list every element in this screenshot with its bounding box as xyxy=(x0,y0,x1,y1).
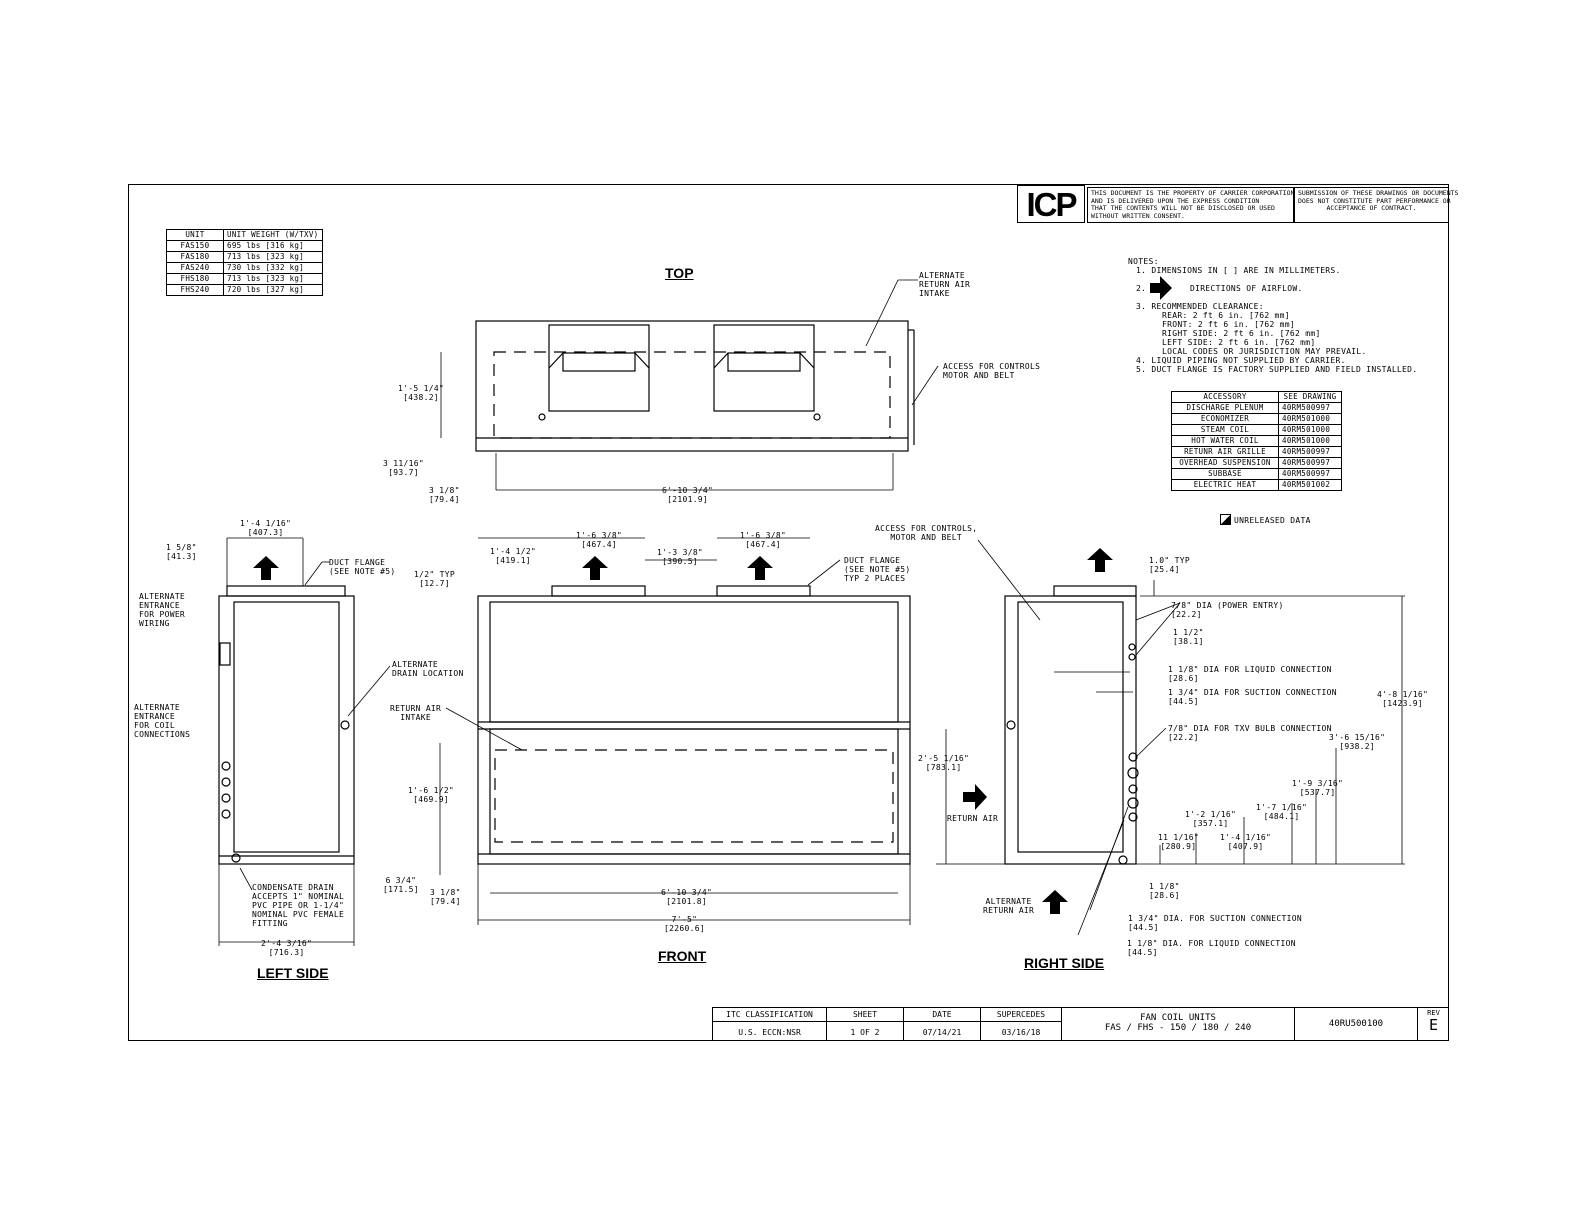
table-cell: 40RM500997 xyxy=(1279,403,1342,414)
title-block-date xyxy=(903,1007,980,1041)
label-liquid-connection-2: 1 1/8" DIA. FOR LIQUID CONNECTION [44.5] xyxy=(1127,939,1296,957)
sheet-value: 1 OF 2 xyxy=(850,1028,880,1037)
table-header-row xyxy=(167,230,323,241)
title-block-supercedes xyxy=(980,1007,1061,1041)
title-block-itc xyxy=(712,1007,826,1041)
dim-front-5: 1/2" TYP [12.7] xyxy=(414,570,455,588)
view-title-left-side: LEFT SIDE xyxy=(257,965,329,981)
table-header: SEE DRAWING xyxy=(1279,392,1342,403)
table-cell: 40RM500997 xyxy=(1279,469,1342,480)
table-cell: 40RM501000 xyxy=(1279,414,1342,425)
table-cell: FAS240 xyxy=(167,263,224,274)
table-row xyxy=(167,263,323,274)
label-suction-connection-2: 1 3/4" DIA. FOR SUCTION CONNECTION [44.5] xyxy=(1128,914,1302,932)
rev-value: E xyxy=(1428,1016,1439,1034)
dim-right-10: 1'-4 1/16" [407.9] xyxy=(1220,833,1272,851)
submission-notice: SUBMISSION OF THESE DRAWINGS OR DOCUMENTS DOES NOT CONSTITUTE PART PERFORMANCE OR ACCEPTANCE OF CONTRACT. xyxy=(1294,187,1449,223)
property-notice: THIS DOCUMENT IS THE PROPERTY OF CARRIER CORPORATION AND IS DELIVERED UPON THE EXPRESS CONDITION THAT THE CONTENTS WILL NOT BE DISCLOSED OR USED WITHOUT WRITTEN CONSENT. xyxy=(1087,187,1294,223)
dim-right-5: 2'-5 1/16" [783.1] xyxy=(918,754,970,772)
dim-top-3: 3 1/8" [79.4] xyxy=(429,486,460,504)
drawing-number: 40RU500100 xyxy=(1294,1007,1417,1041)
accessory-table xyxy=(1171,391,1342,491)
table-cell: RETUNR AIR GRILLE xyxy=(1172,447,1279,458)
dim-front-9: 6'-10 3/4" [2101.8] xyxy=(661,888,713,906)
note-2: DIRECTIONS OF AIRFLOW. xyxy=(1190,284,1303,293)
table-cell: ECONOMIZER xyxy=(1172,414,1279,425)
table-row xyxy=(167,252,323,263)
table-cell: 713 lbs [323 kg] xyxy=(224,252,323,263)
date-label: DATE xyxy=(932,1010,952,1019)
label-alternate-return-intake: ALTERNATE RETURN AIR INTAKE xyxy=(919,271,971,298)
table-row xyxy=(1172,480,1342,491)
dim-front-7: 6 3/4" [171.5] xyxy=(383,876,419,894)
label-access-controls: ACCESS FOR CONTROLS MOTOR AND BELT xyxy=(943,362,1041,380)
table-cell: 40RM501000 xyxy=(1279,436,1342,447)
table-cell: 40RM501002 xyxy=(1279,480,1342,491)
table-cell: 730 lbs [332 kg] xyxy=(224,263,323,274)
table-cell: 713 lbs [323 kg] xyxy=(224,274,323,285)
note-3-rear: REAR: 2 ft 6 in. [762 mm] xyxy=(1162,311,1290,320)
label-right-return-air: RETURN AIR xyxy=(947,814,999,823)
title-block-rev xyxy=(1417,1007,1449,1041)
view-title-top: TOP xyxy=(665,265,694,281)
dim-front-2: 1'-6 3/8" [467.4] xyxy=(576,531,623,549)
table-cell: 40RM500997 xyxy=(1279,458,1342,469)
table-header: UNIT WEIGHT (W/TXV) xyxy=(224,230,323,241)
label-alt-power-entrance: ALTERNATE ENTRANCE FOR POWER WIRING xyxy=(139,592,186,628)
dim-right-11: 1 1/8" [28.6] xyxy=(1149,882,1180,900)
table-cell: FHS240 xyxy=(167,285,224,296)
dim-front-6: 1'-6 1/2" [469.9] xyxy=(408,786,455,804)
table-cell: STEAM COIL xyxy=(1172,425,1279,436)
label-right-access: ACCESS FOR CONTROLS, MOTOR AND BELT xyxy=(875,524,978,542)
label-suction-connection: 1 3/4" DIA FOR SUCTION CONNECTION [44.5] xyxy=(1168,688,1337,706)
table-row xyxy=(1172,414,1342,425)
notes-heading: NOTES: xyxy=(1128,257,1159,266)
table-row xyxy=(167,285,323,296)
dim-right-4: 3'-6 15/16" [938.2] xyxy=(1329,733,1386,751)
dim-right-3: 4'-8 1/16" [1423.9] xyxy=(1377,690,1429,708)
dim-left-1: 1'-4 1/16" [407.3] xyxy=(240,519,292,537)
table-row xyxy=(1172,469,1342,480)
dim-right-1: 1.0" TYP [25.4] xyxy=(1149,556,1190,574)
table-header: UNIT xyxy=(167,230,224,241)
table-cell: FAS180 xyxy=(167,252,224,263)
table-row xyxy=(1172,425,1342,436)
table-row xyxy=(1172,436,1342,447)
drawing-title: FAN COIL UNITS FAS / FHS - 150 / 180 / 240 xyxy=(1061,1007,1294,1041)
dim-front-4: 1'-6 3/8" [467.4] xyxy=(740,531,787,549)
sheet-label: SHEET xyxy=(852,1010,878,1019)
dim-right-8: 1'-2 1/16" [357.1] xyxy=(1185,810,1237,828)
table-cell: DISCHARGE PLENUM xyxy=(1172,403,1279,414)
label-liquid-connection: 1 1/8" DIA FOR LIQUID CONNECTION [28.6] xyxy=(1168,665,1332,683)
table-cell: 40RM500997 xyxy=(1279,447,1342,458)
note-5: 5. DUCT FLANGE IS FACTORY SUPPLIED AND FIELD INSTALLED. xyxy=(1136,365,1418,374)
itc-value: U.S. ECCN:NSR xyxy=(738,1028,801,1037)
table-cell: 695 lbs [316 kg] xyxy=(224,241,323,252)
unreleased-marker-icon xyxy=(1220,514,1231,525)
table-cell: SUBBASE xyxy=(1172,469,1279,480)
label-condensate-drain: CONDENSATE DRAIN ACCEPTS 1" NOMINAL PVC PIPE OR 1-1/4" NOMINAL PVC FEMALE FITTING xyxy=(252,883,345,928)
supercedes-value: 03/16/18 xyxy=(1001,1028,1041,1037)
label-left-duct-flange: DUCT FLANGE (SEE NOTE #5) xyxy=(329,558,396,576)
dim-front-10: 7'-5" [2260.6] xyxy=(664,915,705,933)
dim-top-4: 6'-10 3/4" [2101.9] xyxy=(662,486,714,504)
dim-front-8: 3 1/8" [79.4] xyxy=(430,888,461,906)
itc-label: ITC CLASSIFICATION xyxy=(726,1010,813,1019)
label-alt-drain: ALTERNATE DRAIN LOCATION xyxy=(392,660,464,678)
dim-front-1: 1'-4 1/2" [419.1] xyxy=(490,547,537,565)
dim-top-1: 1'-5 1/4" [438.2] xyxy=(398,384,445,402)
table-header: ACCESSORY xyxy=(1172,392,1279,403)
label-txv-bulb: 7/8" DIA FOR TXV BULB CONNECTION [22.2] xyxy=(1168,724,1332,742)
date-value: 07/14/21 xyxy=(922,1028,962,1037)
table-row xyxy=(1172,458,1342,469)
rev-label: REV xyxy=(1427,1009,1440,1017)
dim-right-2: 1 1/2" [38.1] xyxy=(1173,628,1204,646)
note-1: 1. DIMENSIONS IN [ ] ARE IN MILLIMETERS. xyxy=(1136,266,1341,275)
label-alt-coil-entrance: ALTERNATE ENTRANCE FOR COIL CONNECTIONS xyxy=(134,703,191,739)
note-4: 4. LIQUID PIPING NOT SUPPLIED BY CARRIER. xyxy=(1136,356,1346,365)
note-3-left: LEFT SIDE: 2 ft 6 in. [762 mm] xyxy=(1162,338,1316,347)
dim-left-3: 2'-4 3/16" [716.3] xyxy=(261,939,313,957)
unreleased-label: UNRELEASED DATA xyxy=(1234,516,1311,525)
note-3-right: RIGHT SIDE: 2 ft 6 in. [762 mm] xyxy=(1162,329,1321,338)
table-cell: OVERHEAD SUSPENSION xyxy=(1172,458,1279,469)
table-row xyxy=(167,274,323,285)
table-cell: 720 lbs [327 kg] xyxy=(224,285,323,296)
table-cell: 40RM501000 xyxy=(1279,425,1342,436)
table-cell: FAS150 xyxy=(167,241,224,252)
table-row xyxy=(167,241,323,252)
icp-logo: ICP xyxy=(1017,185,1085,223)
title-block-sheet xyxy=(826,1007,903,1041)
view-title-right-side: RIGHT SIDE xyxy=(1024,955,1105,971)
label-return-air-intake: RETURN AIR INTAKE xyxy=(390,704,442,722)
table-cell: HOT WATER COIL xyxy=(1172,436,1279,447)
supercedes-label: SUPERCEDES xyxy=(996,1010,1046,1019)
dim-left-2: 1 5/8" [41.3] xyxy=(166,543,197,561)
note-3-local: LOCAL CODES OR JURISDICTION MAY PREVAIL. xyxy=(1162,347,1367,356)
label-power-entry: 7/8" DIA (POWER ENTRY) [22.2] xyxy=(1171,601,1284,619)
dim-right-9: 11 1/16" [280.9] xyxy=(1158,833,1199,851)
label-front-duct-flange: DUCT FLANGE (SEE NOTE #5) TYP 2 PLACES xyxy=(844,556,911,583)
table-cell: FHS180 xyxy=(167,274,224,285)
table-row xyxy=(1172,447,1342,458)
note-2-number: 2. xyxy=(1136,284,1147,293)
dim-front-3: 1'-3 3/8" [390.5] xyxy=(657,548,704,566)
dim-right-7: 1'-7 1/16" [484.1] xyxy=(1256,803,1308,821)
dim-top-2: 3 11/16" [93.7] xyxy=(383,459,424,477)
dim-right-6: 1'-9 3/16" [537.7] xyxy=(1292,779,1344,797)
table-cell: ELECTRIC HEAT xyxy=(1172,480,1279,491)
note-3-front: FRONT: 2 ft 6 in. [762 mm] xyxy=(1162,320,1296,329)
note-3: 3. RECOMMENDED CLEARANCE: xyxy=(1136,302,1264,311)
view-title-front: FRONT xyxy=(658,948,707,964)
unit-weight-table xyxy=(166,229,323,296)
table-row xyxy=(1172,403,1342,414)
table-header-row xyxy=(1172,392,1342,403)
label-alt-return-air: ALTERNATE RETURN AIR xyxy=(983,897,1035,915)
